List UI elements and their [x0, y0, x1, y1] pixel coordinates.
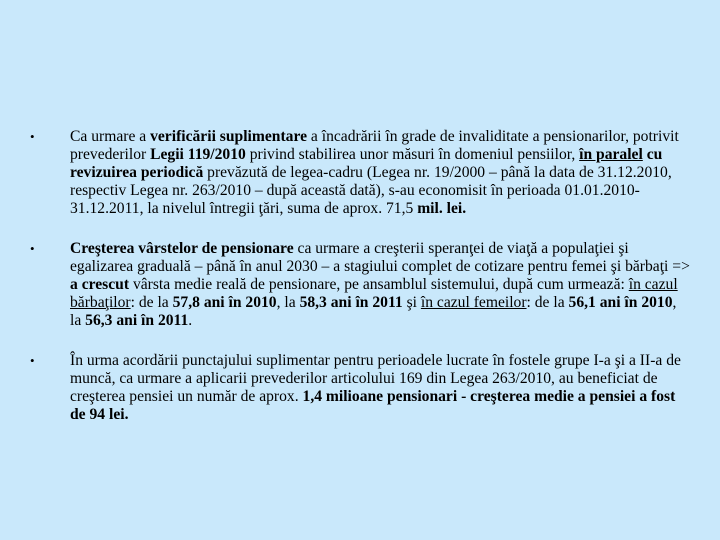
bullet-mark: •: [30, 353, 35, 368]
text-run: verificării suplimentare: [150, 128, 308, 145]
text-run: 57,8 ani în 2010: [172, 294, 277, 311]
text-run: : de la: [130, 294, 173, 311]
text-run: în cazul bărbaţilor: [70, 276, 678, 311]
text-run: , la: [276, 294, 300, 311]
text-run: a crescut: [70, 276, 130, 293]
bullet-text: [70, 128, 679, 217]
text-run: Ca urmare a: [70, 128, 151, 145]
bullet-list: [30, 128, 690, 446]
bullet-text: [70, 352, 681, 423]
text-run: Legii 119/2010: [150, 146, 246, 163]
bullet-item: [30, 352, 690, 424]
text-run: În urma acordării punctajului suplimentar pentru perioadele lucrate în fostele grupe I-a şi a II-a de muncă, ca urmare a aplicarii prevederilor articolului 169 din Legea 263/2010, au beneficiat de creşterea pensiei un număr de aprox.: [70, 352, 681, 405]
text-run: 56,3 ani în 2011: [85, 312, 189, 329]
bullet-mark: •: [30, 129, 35, 144]
text-run: cu revizuirea periodică: [70, 146, 663, 181]
text-run: privind stabilirea unor măsuri în domeniul pensiilor,: [245, 146, 580, 163]
text-run: mil. lei.: [417, 200, 467, 217]
text-run: 58,3 ani în 2011: [299, 294, 403, 311]
text-run: prevăzută de legea-cadru (Legea nr. 19/2000 – până la data de 31.12.2010, respectiv Legea nr. 263/2010 – după această dată), s-au economisit în perioada 01.01.2010-31.12.2011, la nivelul întregii ţări, suma de aprox. 71,5: [70, 164, 672, 217]
text-run: vârsta medie reală de pensionare, pe ansamblul sistemului, după cum urmează:: [129, 276, 629, 293]
bullet-text: [70, 240, 690, 329]
text-run: .: [188, 312, 193, 329]
text-run: şi: [402, 294, 421, 311]
text-run: Creşterea vârstelor de pensionare: [70, 240, 294, 257]
text-run: în paralel: [579, 146, 643, 163]
text-run: în cazul femeilor: [420, 294, 527, 311]
bullet-mark: •: [30, 241, 35, 256]
text-run: 1,4 milioane pensionari - creşterea medie a pensiei a fost de 94 lei.: [70, 388, 676, 423]
text-run: a încadrării în grade de invaliditate a pensionarilor, potrivit prevederilor: [70, 128, 679, 163]
bullet-item: [30, 128, 690, 218]
text-run: , la: [70, 294, 677, 329]
text-run: ca urmare a creşterii speranţei de viaţă a populaţiei şi egalizarea graduală – până în anul 2030 – a stagiului complet de cotizare pentru femei şi bărbaţi =>: [70, 240, 690, 275]
bullet-item: [30, 240, 690, 330]
text-run: 56,1 ani în 2010: [568, 294, 673, 311]
text-run: : de la: [526, 294, 569, 311]
